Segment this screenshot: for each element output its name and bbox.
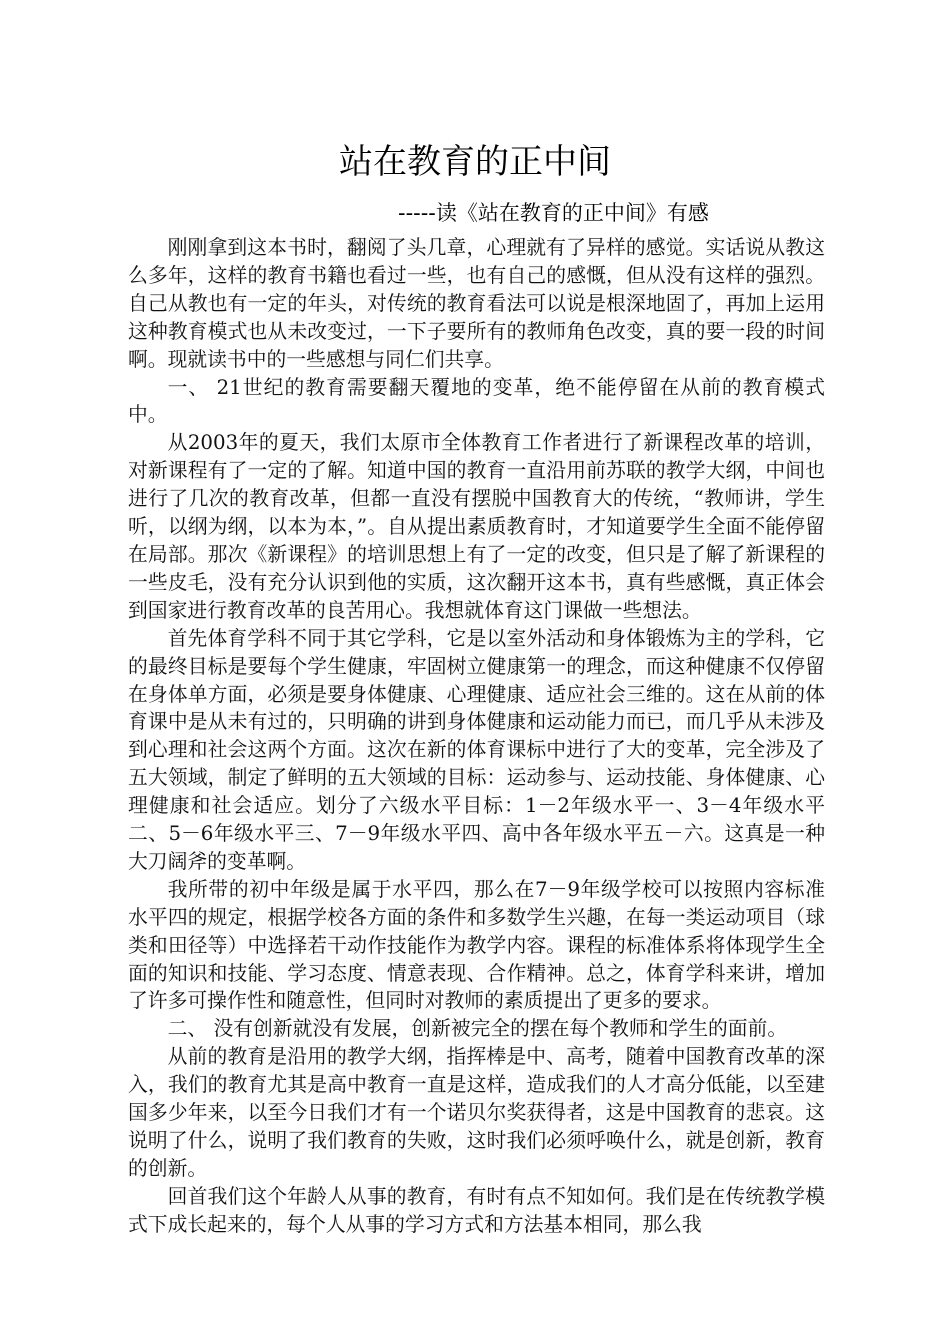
section-heading-1: 一、 21世纪的教育需要翻天覆地的变革，绝不能停留在从前的教育模式中。 <box>128 375 825 427</box>
paragraph-innovation: 从前的教育是沿用的教学大纲，指挥棒是中、高考，随着中国教育改革的深入，我们的教育尤其是高中教育一直是这样，造成我们的人才高分低能，以至建国多少年来，以至今日我们才有一个诺贝尔奖获得者，这是中国教育的悲哀。这说明了什么，说明了我们教育的失败，这时我们必须呼唤什么，就是创新，教育的创新。 <box>128 1045 825 1180</box>
document-subtitle: -----读《站在教育的正中间》有感 <box>398 201 709 225</box>
document-title: 站在教育的正中间 <box>339 142 611 182</box>
section-heading-2: 二、 没有创新就没有发展，创新被完全的摆在每个教师和学生的面前。 <box>167 1017 788 1041</box>
paragraph-junior-level: 我所带的初中年级是属于水平四，那么在7－9年级学校可以按照内容标准水平四的规定，根据学校各方面的条件和多数学生兴趣，在每一类运动项目（球类和田径等）中选择若干动作技能作为教学内容。课程的标准体系将体现学生全面的知识和技能、学习态度、情意表现、合作精神。总之，体育学科来讲，增加了许多可操作性和随意性，但同时对教师的素质提出了更多的要求。 <box>128 877 825 1013</box>
paragraph-curriculum-reform: 从2003年的夏天，我们太原市全体教育工作者进行了新课程改革的培训，对新课程有了一定的了解。知道中国的教育一直沿用前苏联的教学大纲，中间也进行了几次的教育改革，但都一直没有摆脱中国教育大的传统，“教师讲，学生听，以纲为纲，以本为本，”。自从提出素质教育时，才知道要学生全面不能停留在局部。那次《新课程》的培训思想上有了一定的改变，但只是了解了新课程的一些皮毛，没有充分认识到他的实质，这次翻开这本书，真有些感慨，真正体会到国家进行教育改革的良苦用心。我想就体育这门课做一些想法。 <box>128 431 825 622</box>
paragraph-pe-subject: 首先体育学科不同于其它学科，它是以室外活动和身体锻炼为主的学科，它的最终目标是要每个学生健康，牢固树立健康第一的理念，而这种健康不仅停留在身体单方面，必须是要身体健康、心理健康、适应社会三维的。这在从前的体育课中是从未有过的，只明确的讲到身体健康和运动能力而已，而几乎从未涉及到心理和社会这两个方面。这次在新的体育课标中进行了大的变革，完全涉及了五大领域，制定了鲜明的五大领域的目标：运动参与、运动技能、身体健康、心理健康和社会适应。划分了六级水平目标：1－2年级水平一、3－4年级水平二、5－6年级水平三、7－9年级水平四、高中各年级水平五－六。这真是一种大刀阔斧的变革啊。 <box>128 626 825 873</box>
document-body <box>128 234 825 1239</box>
paragraph-intro: 刚刚拿到这本书时，翻阅了头几章，心理就有了异样的感觉。实话说从教这么多年，这样的教育书籍也看过一些，也有自己的感慨，但从没有这样的强烈。自己从教也有一定的年头，对传统的教育看法可以说是根深地固了，再加上运用这种教育模式也从未改变过，一下子要所有的教师角色改变，真的要一段的时间啊。现就读书中的一些感想与同仁们共享。 <box>128 236 825 371</box>
paragraph-looking-back: 回首我们这个年龄人从事的教育，有时有点不知如何。我们是在传统教学模式下成长起来的，每个人从事的学习方式和方法基本相同，那么我 <box>128 1184 825 1236</box>
